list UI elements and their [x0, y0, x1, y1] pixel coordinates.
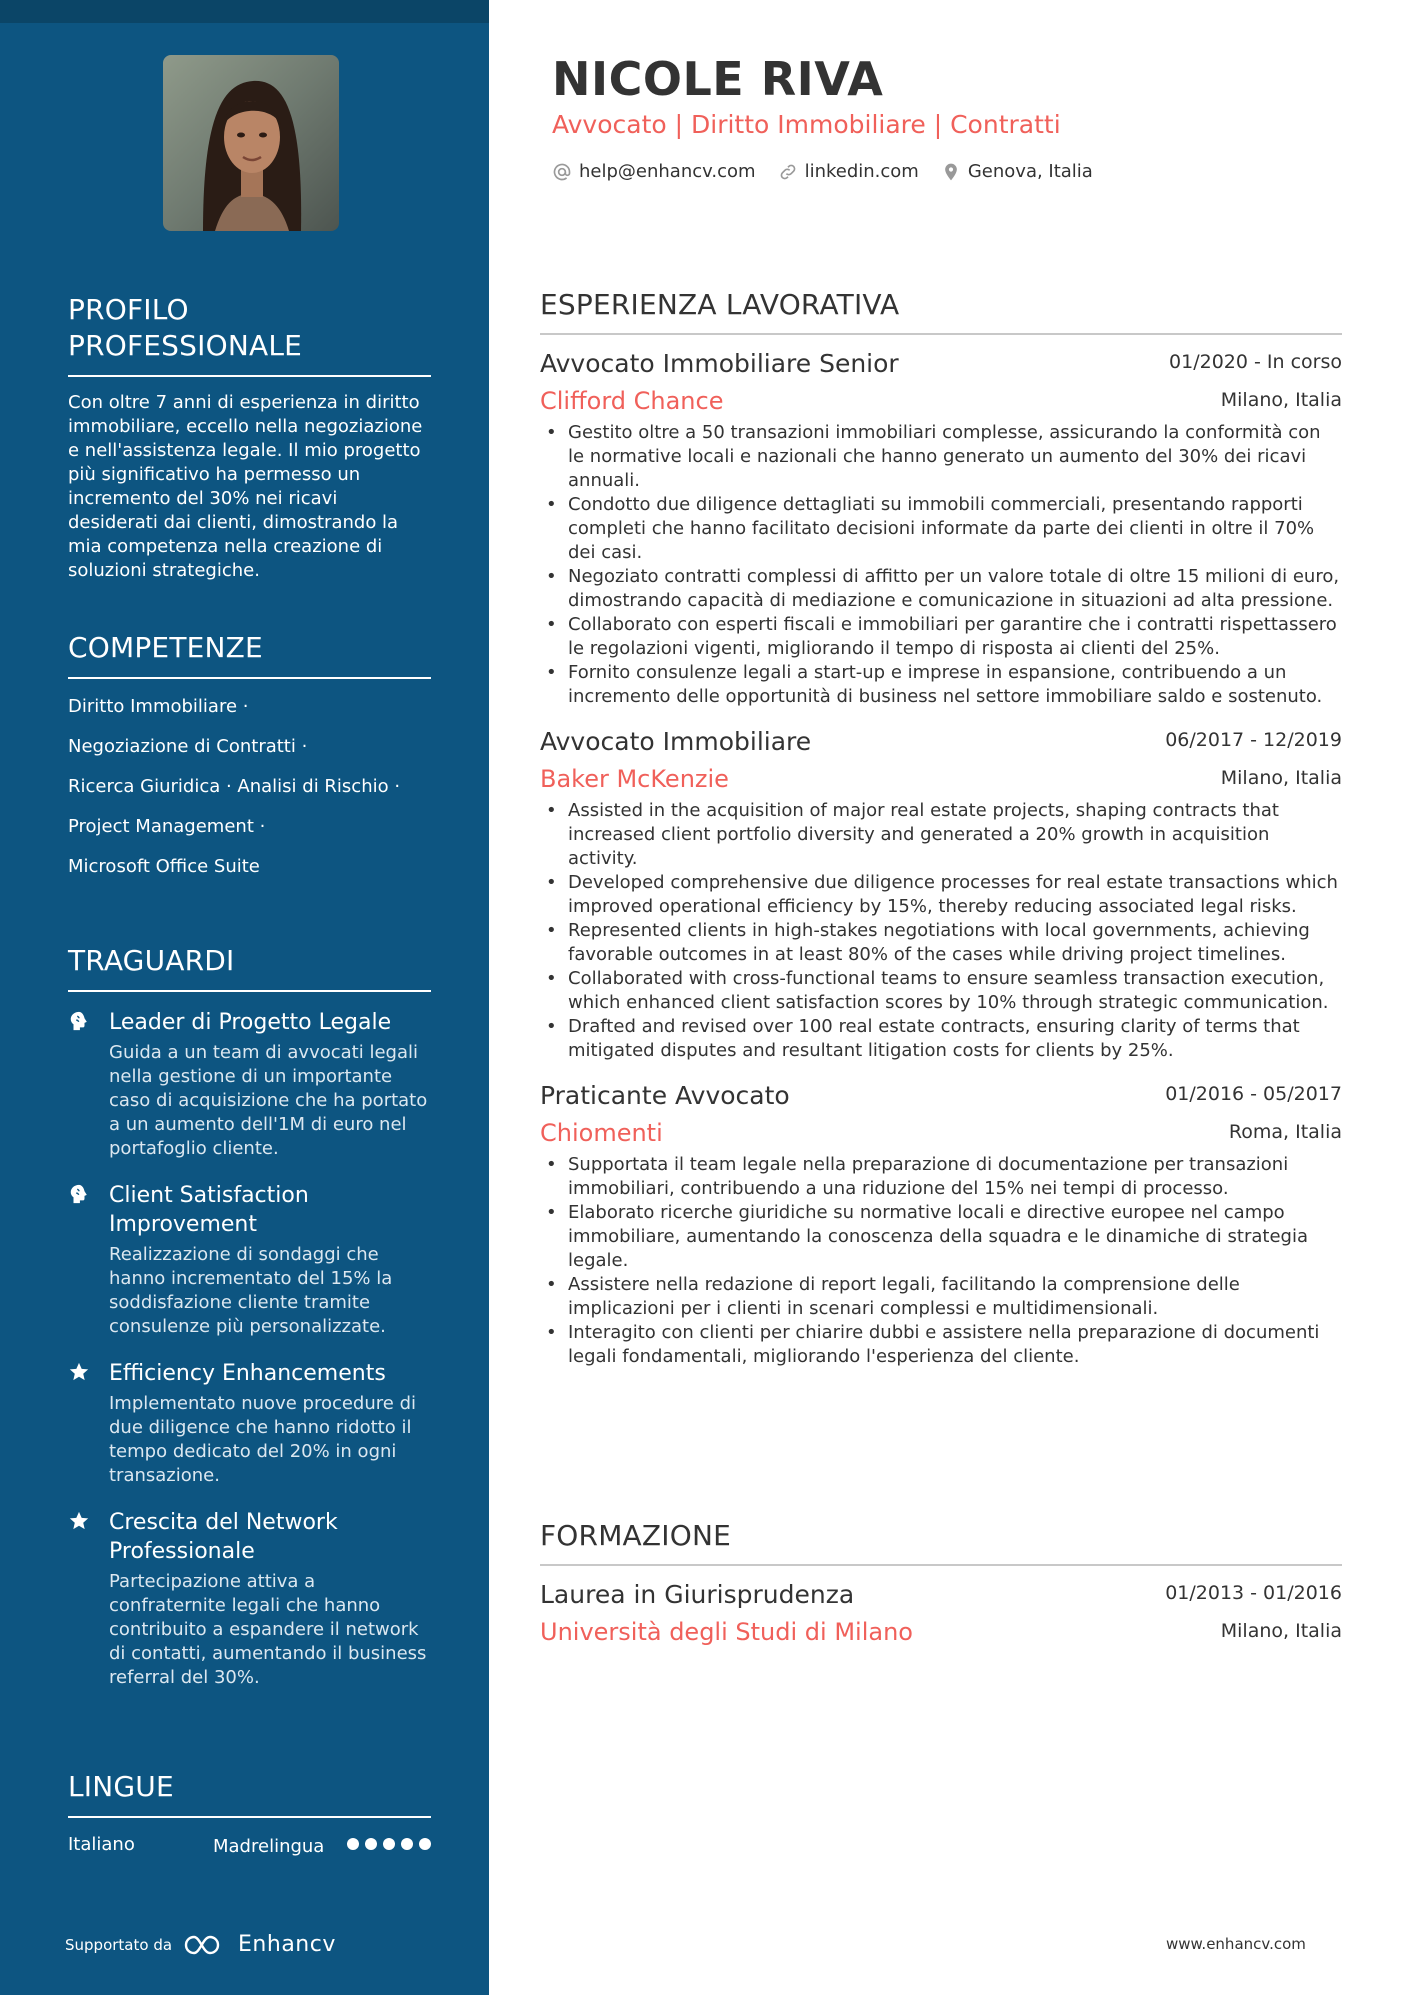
job-bullets	[540, 421, 1342, 709]
job-bullet: • Elaborato ricerche giuridiche su normative locali e directive europee nel campo immobiliare, aumentando la conoscenza della squadra e le dinamiche di strategia legale.	[540, 1201, 1342, 1273]
language-rating	[347, 1838, 431, 1850]
job-bullet: • Gestito oltre a 50 transazioni immobiliari complesse, assicurando la conformità con le normative locali e nazionali che hanno generato un aumento del 30% dei ricavi annuali.	[540, 421, 1342, 493]
job-bullet: • Collaborato con esperti fiscali e immobiliari per garantire che i contratti rispettassero le regolazioni vigenti, migliorando il tempo di risposta ai clienti del 25%.	[540, 613, 1342, 661]
job-company: Baker McKenzie	[540, 765, 729, 793]
job-location: Roma, Italia	[1228, 1121, 1342, 1143]
skill-item: Microsoft Office Suite	[68, 856, 260, 877]
job-location: Milano, Italia	[1220, 389, 1342, 411]
job-title: Avvocato Immobiliare Senior	[540, 349, 899, 378]
rating-dot	[401, 1838, 413, 1850]
candidate-role: Avvocato | Diritto Immobiliare | Contratti	[552, 110, 1061, 139]
education-school: Università degli Studi di Milano	[540, 1618, 913, 1646]
job-bullet: • Supportata il team legale nella preparazione di documentazione per transazioni immobiliari, contribuendo a una riduzione del 15% nei tempi di processo.	[540, 1153, 1342, 1201]
link-icon	[778, 162, 798, 182]
contact-linkedin-text: linkedin.com	[804, 161, 919, 182]
job-date: 01/2016 - 05/2017	[1165, 1083, 1342, 1105]
job-entry	[540, 1081, 1342, 1369]
education-location: Milano, Italia	[1220, 1620, 1342, 1642]
job-date: 06/2017 - 12/2019	[1165, 729, 1342, 751]
job-entry	[540, 349, 1342, 709]
job-bullet: • Drafted and revised over 100 real estate contracts, ensuring clarity of terms that mitigated disputes and resultant litigation costs for clients by 25%.	[540, 1015, 1342, 1063]
language-level: Madrelingua	[213, 1836, 325, 1857]
powered-by	[65, 1932, 336, 1957]
achievements-title: TRAGUARDI	[68, 943, 431, 992]
candidate-name: NICOLE RIVA	[552, 52, 884, 106]
sidebar	[0, 0, 489, 1995]
achievement-item	[68, 1008, 431, 1161]
skills-section	[68, 630, 431, 879]
job-bullet: • Developed comprehensive due diligence processes for real estate transactions which improved operational efficiency by 15%, thereby reducing associated legal risks.	[540, 871, 1342, 919]
education-date: 01/2013 - 01/2016	[1165, 1582, 1342, 1604]
experience-section	[540, 287, 1342, 1369]
skill-item: Diritto Immobiliare ·	[68, 696, 249, 717]
job-bullets	[540, 1153, 1342, 1369]
achievement-desc: Realizzazione di sondaggi che hanno incrementato del 15% la soddisfazione cliente tramite consulenze più personalizzate.	[109, 1244, 393, 1337]
achievement-item	[68, 1508, 431, 1690]
profile-title: PROFILO PROFESSIONALE	[68, 292, 431, 377]
achievement-title: Crescita del Network Professionale	[109, 1510, 338, 1564]
powered-brand: Enhancv	[238, 1932, 336, 1957]
achievement-desc: Implementato nuove procedure di due diligence che hanno ridotto il tempo dedicato del 20% in ogni transazione.	[109, 1393, 416, 1486]
at-icon	[552, 162, 572, 182]
achievement-desc: Partecipazione attiva a confraternite legali che hanno contribuito a espandere il network di contatti, aumentando il business referral del 30%.	[109, 1571, 427, 1688]
contact-email-text: help@enhancv.com	[579, 161, 756, 182]
powered-label: Supportato da	[65, 1935, 173, 1954]
job-title: Praticante Avvocato	[540, 1081, 790, 1110]
rating-dot	[365, 1838, 377, 1850]
footer-url[interactable]: www.enhancv.com	[1166, 1935, 1306, 1953]
star-icon	[68, 1510, 90, 1532]
brain-icon	[68, 1010, 90, 1032]
brain-icon	[68, 1183, 90, 1205]
job-bullet: • Represented clients in high-stakes negotiations with local governments, achieving favorable outcomes in at least 80% of the cases while driving project timelines.	[540, 919, 1342, 967]
job-title: Avvocato Immobiliare	[540, 727, 812, 756]
job-bullet: • Negoziato contratti complessi di affitto per un valore totale di oltre 15 milioni di euro, dimostrando capacità di mediazione e comunicazione in situazioni ad alta pressione.	[540, 565, 1342, 613]
rating-dot	[383, 1838, 395, 1850]
experience-title: ESPERIENZA LAVORATIVA	[540, 287, 1342, 335]
contact-email[interactable]	[552, 161, 756, 182]
job-bullet: • Condotto due diligence dettagliati su immobili commerciali, presentando rapporti completi che hanno facilitato decisioni informate da parte dei clienti in oltre il 70% dei casi.	[540, 493, 1342, 565]
achievement-desc: Guida a un team di avvocati legali nella gestione di un importante caso di acquisizione che ha portato a un aumento dell'1M di euro nel portafoglio cliente.	[109, 1042, 428, 1159]
education-section	[540, 1518, 1342, 1652]
job-entry	[540, 727, 1342, 1063]
profile-section	[68, 292, 431, 583]
languages-section	[68, 1769, 431, 1862]
achievements-section	[68, 943, 431, 1690]
education-entry	[540, 1580, 1342, 1652]
rating-dot	[347, 1838, 359, 1850]
sidebar-top-band	[0, 0, 489, 23]
avatar	[163, 55, 339, 231]
job-company: Chiomenti	[540, 1119, 663, 1147]
skill-item: Project Management ·	[68, 816, 266, 837]
enhancv-logo-icon	[182, 1933, 228, 1957]
job-company: Clifford Chance	[540, 387, 724, 415]
contact-location-text: Genova, Italia	[967, 161, 1093, 182]
job-date: 01/2020 - In corso	[1169, 351, 1342, 373]
languages-title: LINGUE	[68, 1769, 431, 1818]
contact-location	[941, 161, 1093, 182]
job-bullets	[540, 799, 1342, 1063]
skills-title: COMPETENZE	[68, 630, 431, 679]
rating-dot	[419, 1838, 431, 1850]
location-pin-icon	[941, 162, 961, 182]
achievement-title: Efficiency Enhancements	[109, 1361, 386, 1386]
job-bullet: • Assisted in the acquisition of major real estate projects, shaping contracts that increased client portfolio diversity and generated a 20% growth in acquisition activity.	[540, 799, 1342, 871]
profile-text: Con oltre 7 anni di esperienza in diritto immobiliare, eccello nella negoziazione e nell'assistenza legale. Il mio progetto più significativo ha permesso un incremento del 30% nei ricavi desiderati dai clienti, dimostrando la mia competenza nella creazione di soluzioni strategiche.	[68, 392, 423, 581]
achievement-item	[68, 1359, 431, 1488]
language-item	[68, 1832, 431, 1862]
contact-linkedin[interactable]	[778, 161, 919, 182]
education-title: FORMAZIONE	[540, 1518, 1342, 1566]
profile-photo	[163, 55, 339, 231]
education-degree: Laurea in Giurisprudenza	[540, 1580, 855, 1609]
skill-item: Ricerca Giuridica · Analisi di Rischio ·	[68, 776, 401, 797]
skill-item: Negoziazione di Contratti ·	[68, 736, 308, 757]
star-icon	[68, 1361, 90, 1383]
achievement-title: Client Satisfaction Improvement	[109, 1183, 309, 1237]
job-location: Milano, Italia	[1220, 767, 1342, 789]
language-name: Italiano	[68, 1834, 135, 1855]
job-bullet: • Assistere nella redazione di report legali, facilitando la comprensione delle implicazioni per i clienti in scenari complessi e multidimensionali.	[540, 1273, 1342, 1321]
job-bullet: • Collaborated with cross-functional teams to ensure seamless transaction execution, which enhanced client satisfaction scores by 10% through strategic communication.	[540, 967, 1342, 1015]
achievement-title: Leader di Progetto Legale	[109, 1010, 392, 1035]
job-bullet: • Fornito consulenze legali a start-up e imprese in espansione, contribuendo a un incremento delle opportunità di business nel settore immobiliare saldo e sostenuto.	[540, 661, 1342, 709]
contact-bar	[552, 161, 1093, 182]
achievement-item	[68, 1181, 431, 1339]
job-bullet: • Interagito con clienti per chiarire dubbi e assistere nella preparazione di documenti legali fondamentali, migliorando l'esperienza del cliente.	[540, 1321, 1342, 1369]
